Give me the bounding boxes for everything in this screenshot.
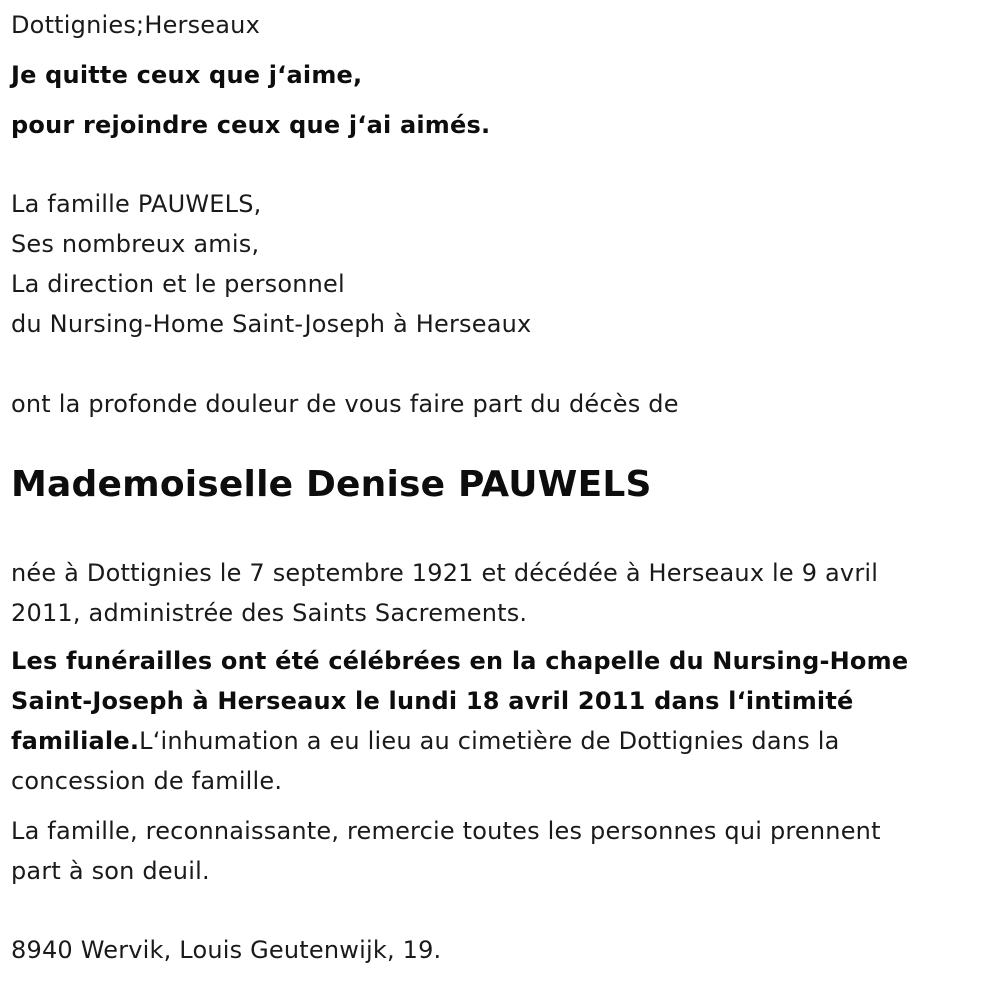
bio-line-2: 2011, administrée des Saints Sacrements. [11,599,528,627]
thanks-line-2: part à son deuil. [11,857,210,885]
location-header: Dottignies;Herseaux [11,11,260,39]
mourner-4: du Nursing-Home Saint-Joseph à Herseaux [11,310,532,338]
address: 8940 Wervik, Louis Geutenwijk, 19. [11,936,442,964]
funeral-line-3 [11,721,840,761]
funeral-line-3-bold: familiale. [11,727,140,755]
verse-line-2: pour rejoindre ceux que j‘ai aimés. [11,111,491,139]
mourner-2: Ses nombreux amis, [11,230,260,258]
mourner-3: La direction et le personnel [11,270,345,298]
mourner-1: La famille PAUWELS, [11,190,262,218]
funeral-line-4: concession de famille. [11,767,283,795]
verse-line-1: Je quitte ceux que j‘aime, [11,61,363,89]
announcement-text: ont la profonde douleur de vous faire part du décès de [11,390,679,418]
funeral-line-1: Les funérailles ont été célébrées en la chapelle du Nursing-Home [11,647,909,675]
bio-line-1: née à Dottignies le 7 septembre 1921 et décédée à Herseaux le 9 avril [11,559,879,587]
deceased-name: Mademoiselle Denise PAUWELS [11,464,652,505]
thanks-line-1: La famille, reconnaissante, remercie toutes les personnes qui prennent [11,817,881,845]
funeral-line-3-rest: L‘inhumation a eu lieu au cimetière de Dottignies dans la [139,727,840,755]
funeral-line-2: Saint-Joseph à Herseaux le lundi 18 avril 2011 dans l‘intimité [11,687,854,715]
